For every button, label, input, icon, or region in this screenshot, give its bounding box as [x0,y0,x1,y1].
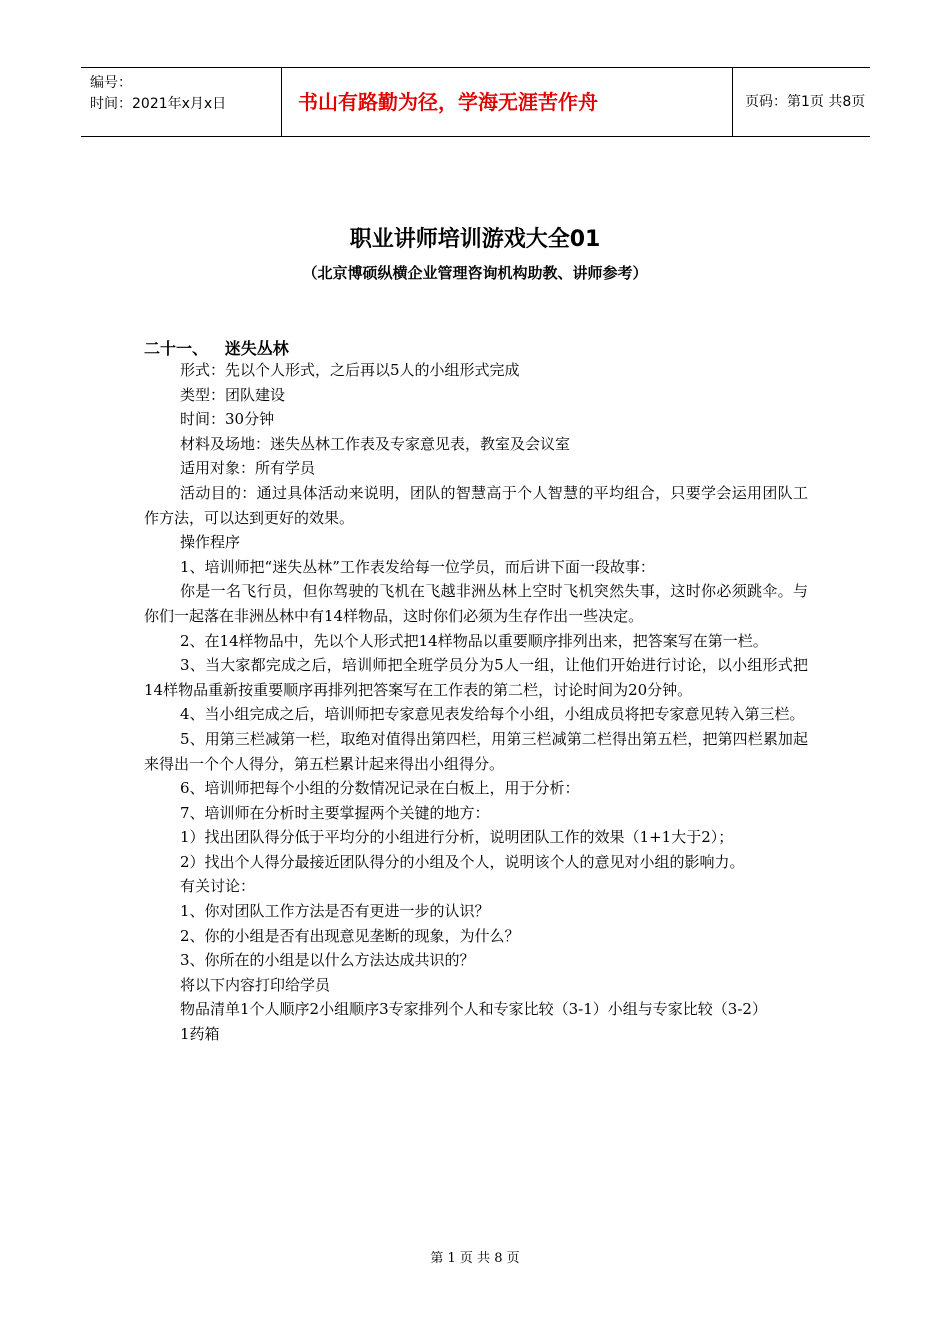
paragraph-item-1: 1药箱 [180,1025,220,1044]
paragraph-materials: 材料及场地：迷失丛林工作表及专家意见表，教室及会议室 [180,434,571,453]
page-footer: 第 1 页 共 8 页 [430,1251,520,1266]
paragraph-question-2: 2、你的小组是否有出现意见垄断的现象，为什么？ [180,926,520,945]
paragraph-step-1: 1、培训师把“迷失丛林”工作表发给每一位学员，而后讲下面一段故事： [180,557,655,576]
header-page-cell [733,68,870,136]
paragraph-point-1: 1）找出团队得分低于平均分的小组进行分析，说明团队工作的效果（1+1大于2）； [180,828,734,847]
page-header [81,67,870,137]
paragraph-format: 形式：先以个人形式，之后再以5人的小组形式完成 [180,361,520,379]
paragraph-item-list-header: 物品清单1个人顺序2小组顺序3专家排列个人和专家比较（3-1）小组与专家比较（3-2） [180,1000,767,1019]
paragraph-purpose: 活动目的：通过具体活动来说明，团队的智慧高于个人智慧的平均组合，只要学会运用团队工作方法，可以达到更好的效果。 [144,483,808,527]
paragraph-point-2: 2）找出个人得分最接近团队得分的小组及个人，说明该个人的意见对小组的影响力。 [180,852,745,871]
paragraph-question-1: 1、你对团队工作方法是否有更进一步的认识？ [180,902,490,921]
paragraph-print-note: 将以下内容打印给学员 [180,975,331,994]
document-number-label: 编号： [90,75,132,91]
paragraph-step-7: 7、培训师在分析时主要掌握两个关键的地方： [180,803,490,822]
paragraph-step-5: 5、用第三栏减第一栏，取绝对值得出第四栏，用第三栏减第二栏得出第五栏，把第四栏累加起来得出一个个人得分，第五栏累计起来得出小组得分。 [144,729,808,773]
paragraph-procedure-heading: 操作程序 [180,533,241,552]
document-title: 职业讲师培训游戏大全01 [349,227,601,252]
paragraph-step-3: 3、当大家都完成之后，培训师把全班学员分为5人一组，让他们开始进行讨论，以小组形式把14样物品重新按重要顺序再排列把答案写在工作表的第二栏，讨论时间为20分钟。 [144,656,808,699]
paragraph-step-2: 2、在14样物品中，先以个人形式把14样物品以重要顺序排列出来，把答案写在第一栏。 [180,631,768,650]
document-subtitle: （北京博硕纵横企业管理咨询机构助教、讲师参考） [302,264,648,282]
header-motto: 书山有路勤为径，学海无涯苦作舟 [298,90,598,114]
document-body [144,358,808,1047]
section-heading: 二十一、 迷失丛林 [144,339,289,358]
paragraph-story: 你是一名飞行员，但你驾驶的飞机在飞越非洲丛林上空时飞机突然失事，这时你必须跳伞。与你们一起落在非洲丛林中有14样物品，这时你们必须为生存作出一些决定。 [144,582,808,625]
header-meta [81,68,281,136]
paragraph-question-3: 3、你所在的小组是以什么方法达成共识的？ [180,951,475,970]
paragraph-step-4: 4、当小组完成之后，培训师把专家意见表发给每个小组，小组成员将把专家意见转入第三栏。 [180,705,805,724]
paragraph-discussion-heading: 有关讨论： [180,877,256,896]
paragraph-step-6: 6、培训师把每个小组的分数情况记录在白板上，用于分析： [180,779,580,798]
paragraph-time: 时间：30分钟 [180,410,275,429]
paragraph-type: 类型：团队建设 [180,385,286,404]
document-date: 时间：2021年x月x日 [90,96,227,112]
header-motto-cell [281,68,733,136]
paragraph-audience: 适用对象：所有学员 [180,459,316,478]
header-page-info: 页码：第1页 共8页 [745,94,866,110]
